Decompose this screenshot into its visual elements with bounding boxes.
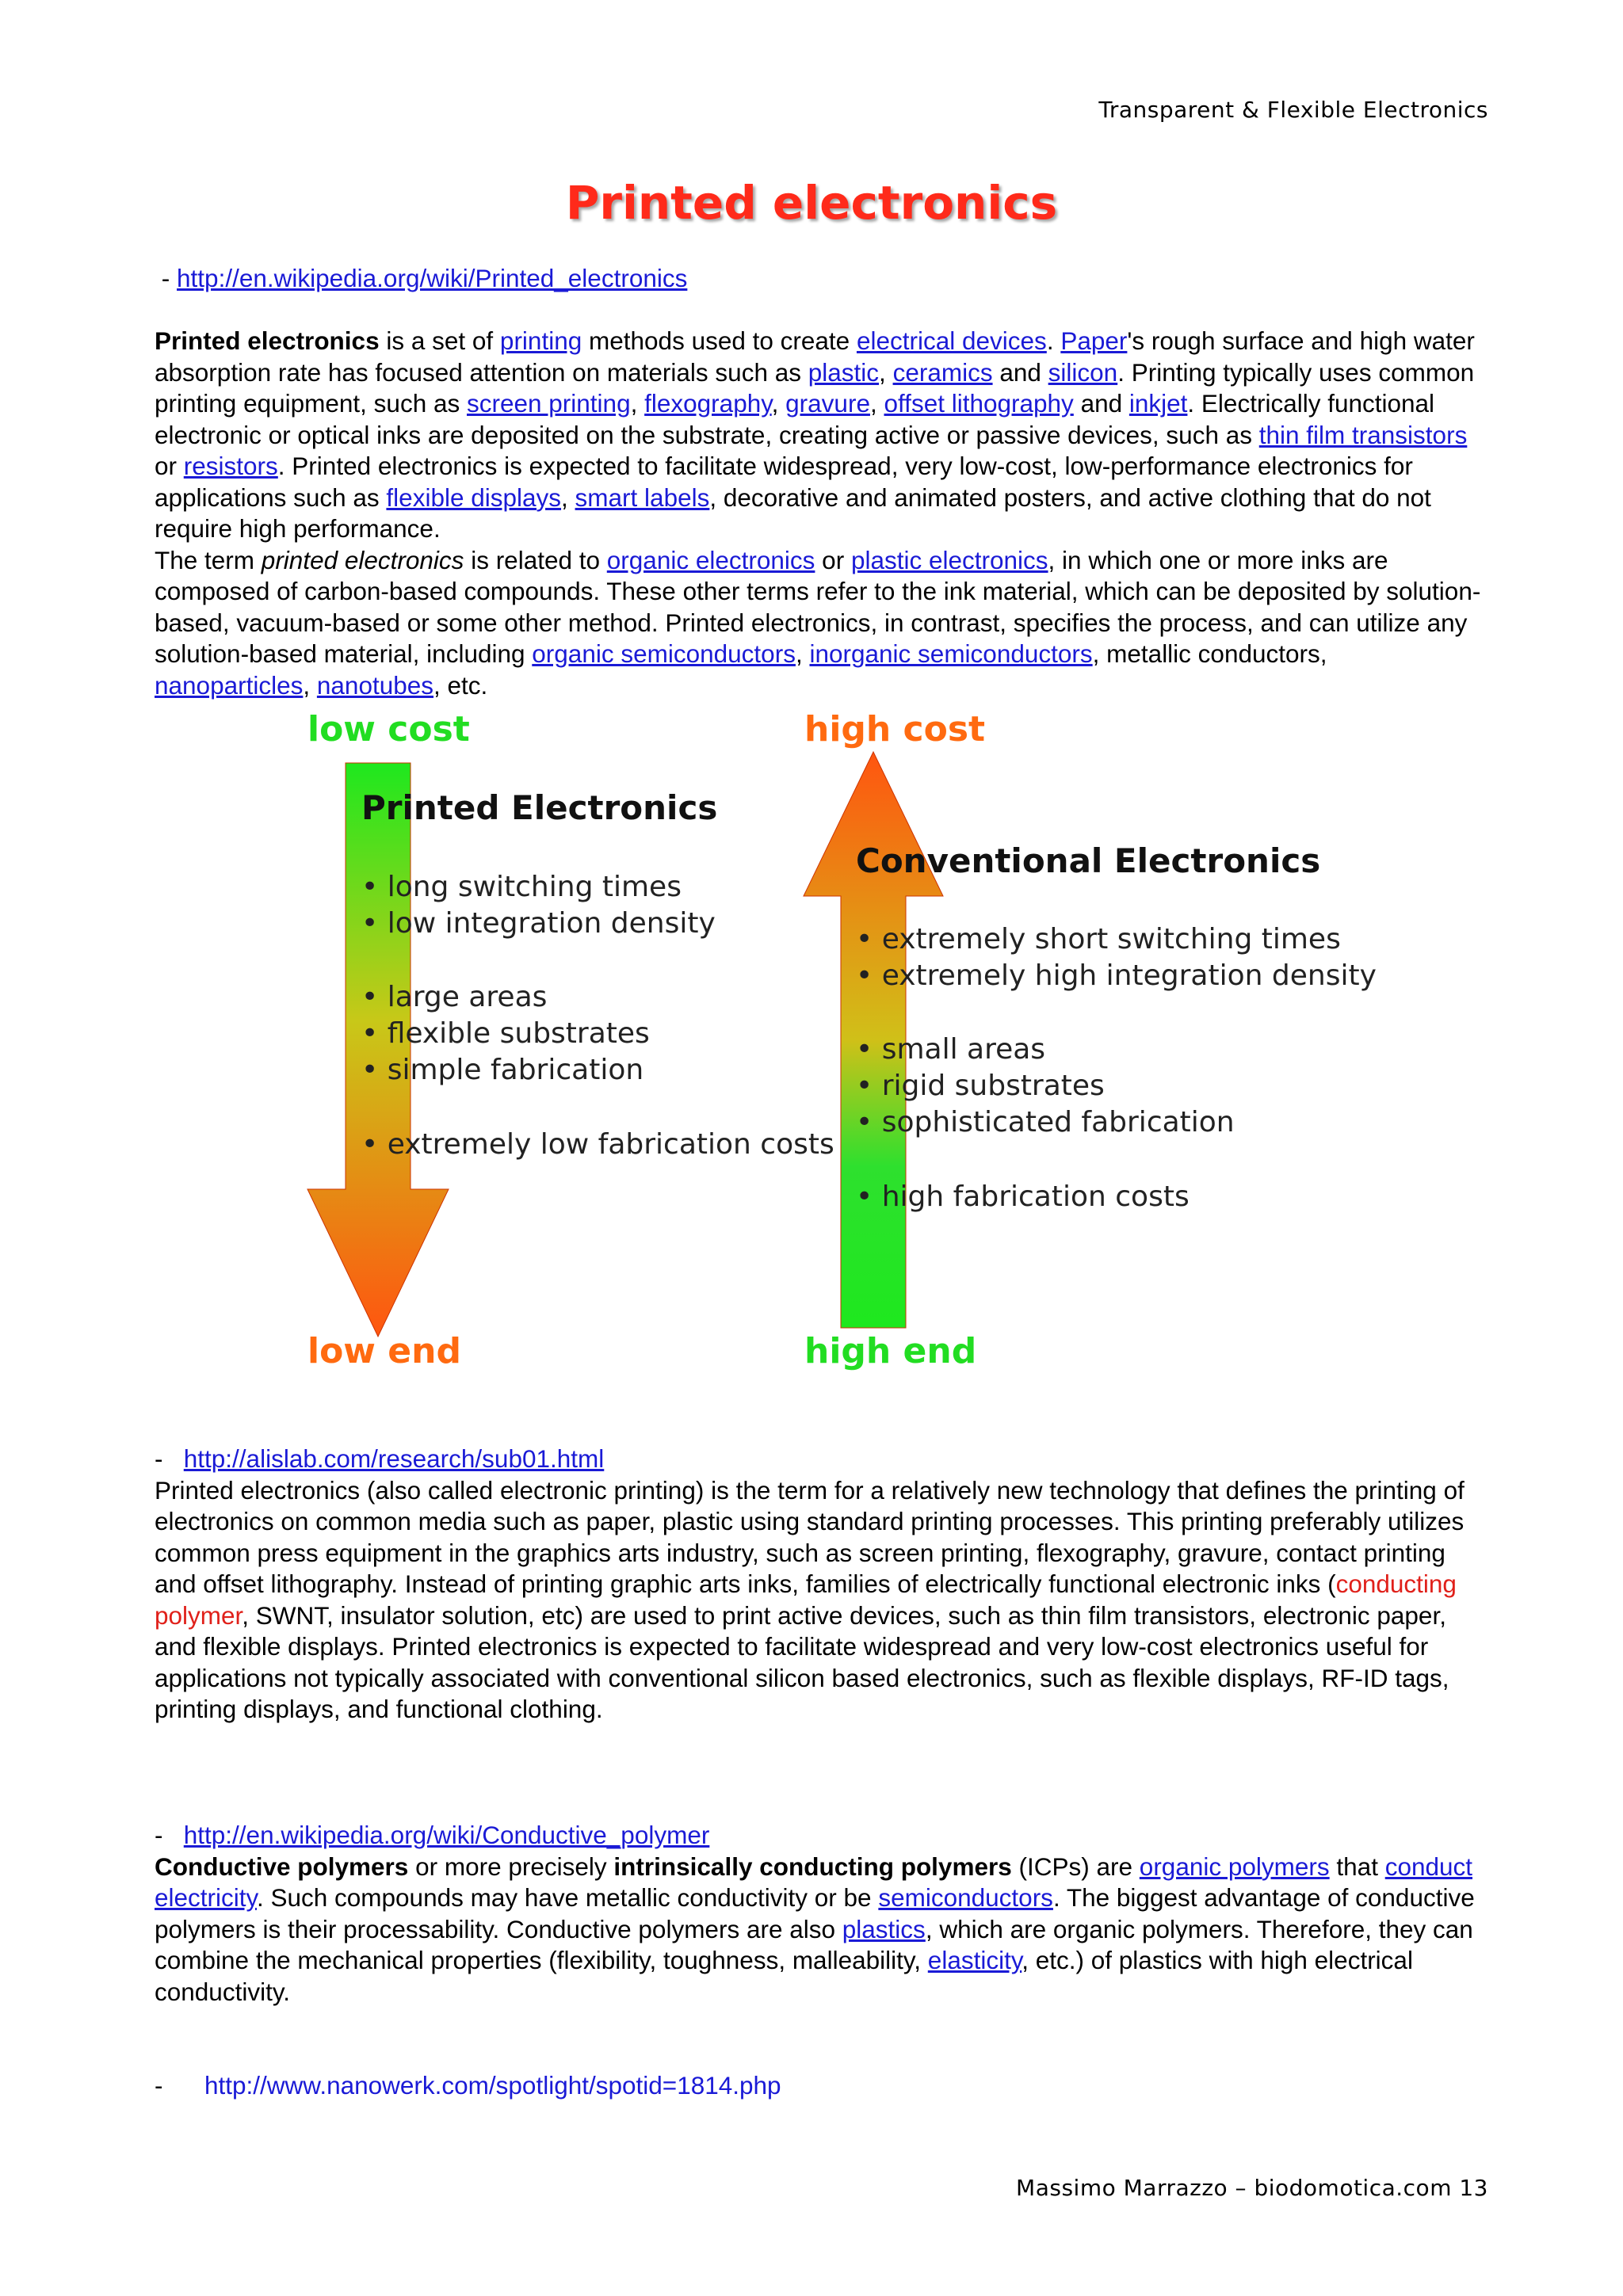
right-bullet: • high fabrication costs [856, 1180, 1190, 1213]
paragraph: Printed electronics (also called electronic printing) is the term for a relatively new technology that defines the printing of electronics on common media such as paper, plastic using standard printing processes. This printing preferably utilizes common press equipment in the graphics arts industry, such as screen printing, flexography, gravure, contact printing and offset lithography. Instead of printing graphic arts inks, families of electrically functional electronic inks (conducting polymer, SWNT, insulator solution, etc) are used to print active devices, such as thin film transistors, electronic paper, and flexible displays. Printed electronics is expected to facilitate widespread and very low-cost electronics useful for applications not typically associated with conventional silicon based electronics, such as flexible displays, RF-ID tags, printing displays, and functional clothing. [155, 1475, 1465, 1723]
link-gravure[interactable]: gravure [785, 389, 870, 418]
section-nanowerk [155, 2070, 1486, 2102]
page-title: Printed electronics [565, 176, 1058, 230]
link-ceramics[interactable]: ceramics [892, 357, 993, 387]
link-silicon[interactable]: silicon [1048, 357, 1118, 387]
paragraph-related-terms: The term printed electronics is related to organic electronics or plastic electronics, in which one or more inks are composed of carbon-based compounds. These other terms refer to the ink material, which can be deposited by solution-based, vacuum-based or some other method. Printed electronics, in contrast, specifies the process, and can utilize any solution-based material, including organic semiconductors, inorganic semiconductors, metallic conductors, nanoparticles, nanotubes, etc. [155, 545, 1481, 700]
highlight-conducting-polymer: conducting polymer [155, 1569, 1457, 1630]
right-bullet: • rigid substrates [856, 1070, 1105, 1102]
left-bullet: • simple fabrication [361, 1054, 644, 1086]
left-bottom-label: low end [307, 1331, 461, 1371]
term-bold: Conductive polymers [155, 1852, 409, 1881]
paragraph-definition: Printed electronics is a set of printing methods used to create electrical devices. Paper's rough surface and high water absorption rate has focused attention on materials such as plastic, ceramics and silicon. Printing typically uses common printing equipment, such as screen printing, flexography, gravure, offset lithography and inkjet. Electrically functional electronic or optical inks are deposited on the substrate, creating active or passive devices, such as thin film transistors or resistors. Printed electronics is expected to facilitate widespread, very low-cost, low-performance electronics for applications such as flexible displays, smart labels, decorative and animated posters, and active clothing that do not require high performance. [155, 326, 1475, 543]
right-bottom-label: high end [804, 1331, 977, 1371]
dash: - [155, 1821, 163, 1849]
link-flexography[interactable]: flexography [644, 389, 772, 418]
link-screen-printing[interactable]: screen printing [466, 389, 631, 418]
link-plastic-electronics[interactable]: plastic electronics [850, 545, 1048, 574]
term-bold: Printed electronics [155, 326, 380, 355]
link-paper[interactable]: Paper [1060, 326, 1128, 355]
link-resistors[interactable]: resistors [183, 452, 278, 480]
link-organic-electronics[interactable]: organic electronics [606, 545, 815, 574]
right-heading: Conventional Electronics [856, 841, 1321, 880]
link-inorganic-semiconductors[interactable]: inorganic semiconductors [809, 639, 1093, 668]
left-top-label: low cost [307, 709, 470, 749]
right-bullet: • sophisticated fabrication [856, 1106, 1235, 1138]
dash: - [155, 2071, 163, 2100]
dash: - [161, 264, 170, 292]
link-electricity[interactable]: electricity [155, 1883, 257, 1912]
link-electrical-devices[interactable]: electrical devices [856, 326, 1047, 355]
link-nanoparticles[interactable]: nanoparticles [155, 670, 304, 700]
right-bullet: • extremely high integration density [856, 959, 1377, 992]
left-bullet: • flexible substrates [361, 1017, 650, 1050]
link-thin-film-transistors[interactable]: thin film transistors [1258, 420, 1468, 449]
printed-vs-conventional-diagram [285, 701, 1377, 1383]
link-organic-polymers[interactable]: organic polymers [1139, 1852, 1330, 1881]
dash: - [155, 1444, 163, 1473]
link-plastics[interactable]: plastics [842, 1914, 926, 1943]
source-line [155, 2070, 1486, 2102]
left-bullet: • long switching times [361, 871, 682, 903]
link-inkjet[interactable]: inkjet [1128, 389, 1188, 418]
source-line [155, 1820, 1486, 1852]
paragraph: Conductive polymers or more precisely intrinsically conducting polymers (ICPs) are organic polymers that conduct electricity. Such compounds may have metallic conductivity or be semiconductors. The biggest advantage of conductive polymers is their processability. Conductive polymers are also plastics, which are organic polymers. Therefore, they can combine the mechanical properties (flexibility, toughness, malleability, elasticity, etc.) of plastics with high electrical conductivity. [155, 1852, 1475, 2006]
down-arrow [307, 763, 449, 1337]
section-alislab [155, 1444, 1486, 1726]
link-nanotubes[interactable]: nanotubes [316, 670, 434, 700]
term-italic: printed electronics [261, 545, 464, 574]
right-top-label: high cost [804, 709, 986, 749]
left-bullet: • extremely low fabrication costs [361, 1128, 834, 1161]
left-bullet: • large areas [361, 981, 548, 1013]
link-semiconductors[interactable]: semiconductors [878, 1883, 1053, 1912]
running-header: Transparent & Flexible Electronics [1098, 97, 1488, 123]
source-line [155, 263, 1486, 295]
source-line [155, 1444, 1486, 1475]
left-bullet: • low integration density [361, 907, 716, 940]
right-bullet: • small areas [856, 1033, 1046, 1066]
link-elasticity[interactable]: elasticity [927, 1946, 1022, 1974]
section-wikipedia-printed-electronics [155, 263, 1486, 701]
source-link[interactable]: http://en.wikipedia.org/wiki/Printed_electronics [177, 264, 688, 292]
link-organic-semiconductors[interactable]: organic semiconductors [532, 639, 796, 668]
link-flexible-displays[interactable]: flexible displays [386, 482, 562, 512]
page-footer: Massimo Marrazzo – biodomotica.com 13 [1016, 2175, 1488, 2201]
link-smart-labels[interactable]: smart labels [575, 482, 710, 512]
source-link[interactable]: http://www.nanowerk.com/spotlight/spotid=1814.php [204, 2071, 781, 2100]
link-printing[interactable]: printing [499, 326, 582, 355]
source-link[interactable]: http://en.wikipedia.org/wiki/Conductive_polymer [183, 1821, 710, 1849]
link-conduct[interactable]: conduct [1384, 1852, 1473, 1881]
term-bold: intrinsically conducting polymers [613, 1852, 1012, 1881]
left-heading: Printed Electronics [361, 788, 718, 827]
section-wikipedia-conductive-polymer [155, 1820, 1486, 2008]
source-link[interactable]: http://alislab.com/research/sub01.html [183, 1444, 605, 1473]
link-plastic[interactable]: plastic [808, 357, 880, 387]
link-offset-lithography[interactable]: offset lithography [884, 389, 1074, 418]
right-bullet: • extremely short switching times [856, 923, 1341, 955]
